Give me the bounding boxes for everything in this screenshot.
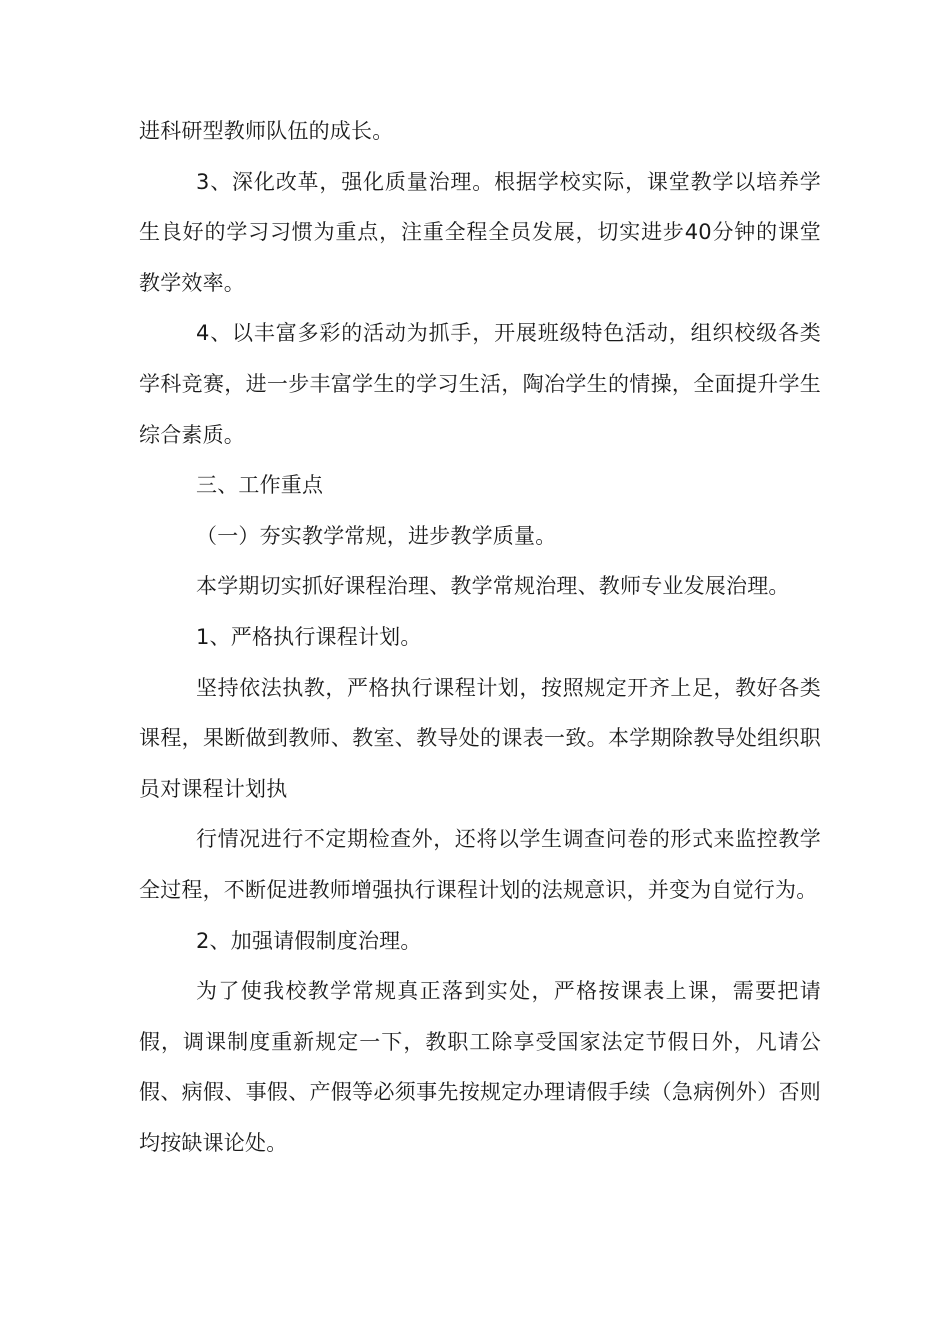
paragraph-course-plan: 坚持依法执教，严格执行课程计划，按照规定开齐上足，教好各类课程，果断做到教师、教室、教导处的课表一致。本学期除教导处组织职员对课程计划执 — [139, 675, 821, 801]
paragraph-leave-policy: 为了使我校教学常规真正落到实处，严格按课表上课，需要把请假，调课制度重新规定一下，教职工除享受国家法定节假日外，凡请公假、病假、事假、产假等必须事先按规定办理请假手续（急病例外）否则均按缺课论处。 — [139, 979, 821, 1155]
item-heading-1: 1、严格执行课程计划。 — [196, 624, 422, 649]
paragraph-intro: 本学期切实抓好课程治理、教学常规治理、教师专业发展治理。 — [196, 574, 790, 599]
paragraph-course-plan-continued: 行情况进行不定期检查外，还将以学生调查问卷的形式来监控教学全过程，不断促进教师增强执行课程计划的法规意识，并变为自觉行为。 — [139, 827, 821, 902]
subsection-heading: （一）夯实教学常规，进步教学质量。 — [196, 523, 557, 548]
paragraph-item-4: 4、以丰富多彩的活动为抓手，开展班级特色活动，组织校级各类学科竞赛，进一步丰富学生的学习生活，陶冶学生的情操，全面提升学生综合素质。 — [139, 321, 821, 447]
paragraph-continuation: 进科研型教师队伍的成长。 — [139, 119, 394, 143]
item-heading-2: 2、加强请假制度治理。 — [196, 928, 422, 953]
document-body — [139, 106, 821, 1168]
paragraph-item-3: 3、深化改革，强化质量治理。根据学校实际，课堂教学以培养学生良好的学习习惯为重点，注重全程全员发展，切实进步40分钟的课堂教学效率。 — [139, 169, 821, 295]
section-heading: 三、工作重点 — [196, 473, 324, 498]
